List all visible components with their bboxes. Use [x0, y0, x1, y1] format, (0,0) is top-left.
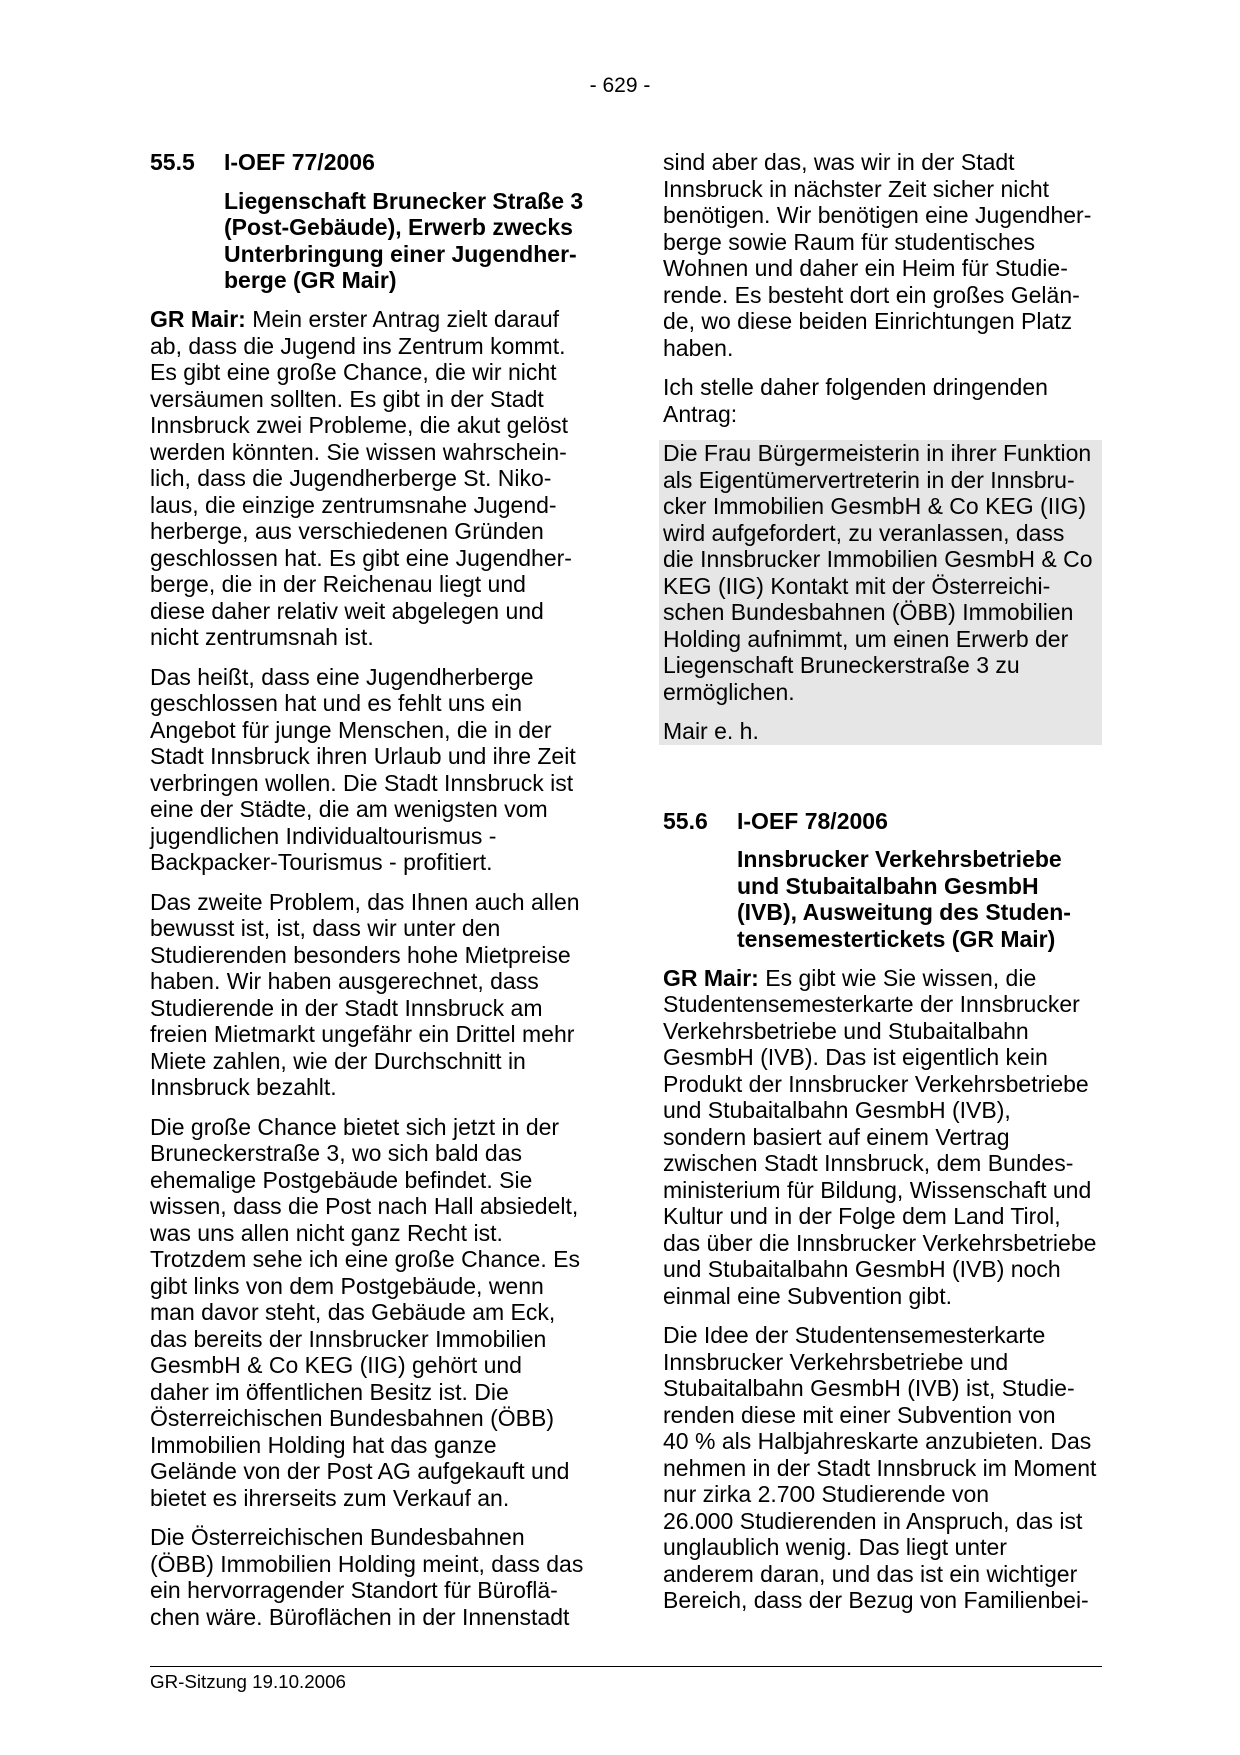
text-line	[663, 965, 1102, 992]
text-line: geschlossen hat und es fehlt uns ein	[150, 690, 523, 716]
text-line: wird aufgefordert, zu veranlassen, dass	[663, 519, 1065, 546]
paragraph	[663, 149, 1102, 361]
text-line: bietet es ihrerseits zum Verkauf an.	[150, 1484, 510, 1511]
text-line: nehmen in der Stadt Innsbruck im Moment	[663, 1454, 1097, 1481]
text-line: sondern basiert auf einem Vertrag	[663, 1123, 1010, 1150]
text-line: Gelände von der Post AG aufgekauft und	[150, 1458, 570, 1484]
text-line: Studentensemesterkarte der Innsbrucker	[663, 991, 1080, 1017]
section-title	[737, 846, 1102, 952]
paragraph	[150, 1524, 596, 1630]
text-line: Angebot für junge Menschen, die in der	[150, 716, 552, 743]
text-line: herberge, aus verschiedenen Gründen	[150, 518, 544, 544]
section-code: I-OEF 77/2006	[224, 149, 375, 175]
text-line: Kultur und in der Folge dem Land Tirol,	[663, 1203, 1061, 1229]
footer-rule	[150, 1666, 1102, 1667]
text-line: das über die Innsbrucker Verkehrsbetriebe	[663, 1229, 1097, 1256]
text-line: Holding aufnimmt, um einen Erwerb der	[663, 625, 1069, 652]
page-number: - 629 -	[589, 74, 651, 97]
text-line: lich, dass die Jugendherberge St. Niko-	[150, 465, 552, 491]
text-line: sind aber das, was wir in der Stadt	[663, 149, 1015, 175]
text-line: ermöglichen.	[663, 678, 795, 705]
section-heading	[150, 149, 596, 176]
line-text: Mein erster Antrag zielt darauf	[252, 306, 560, 332]
text-line: renden diese mit einer Subvention von	[663, 1401, 1056, 1428]
paragraph	[663, 1322, 1102, 1614]
text-line: und Stubaitalbahn GesmbH (IVB) noch	[663, 1256, 1061, 1282]
text-line: Trotzdem sehe ich eine große Chance. Es	[150, 1246, 580, 1272]
motion-text	[663, 440, 1102, 705]
text-line: Das heißt, dass eine Jugendherberge	[150, 663, 534, 690]
paragraph	[150, 1114, 596, 1512]
text-line: Die Frau Bürgermeisterin in ihrer Funktion	[663, 440, 1092, 466]
text-line: daher im öffentlichen Besitz ist. Die	[150, 1378, 509, 1405]
text-line: und Stubaitalbahn GesmbH (IVB),	[663, 1097, 1011, 1123]
title-line: und Stubaitalbahn GesmbH	[737, 872, 1039, 899]
text-line: Liegenschaft Bruneckerstraße 3 zu	[663, 652, 1020, 678]
text-line: Studierende in der Stadt Innsbruck am	[150, 994, 543, 1021]
text-line: (ÖBB) Immobilien Holding meint, dass das	[150, 1550, 584, 1577]
text-line	[150, 306, 596, 333]
text-line: nur zirka 2.700 Studierende von	[663, 1481, 990, 1507]
text-line: werden könnten. Sie wissen wahrschein-	[150, 438, 567, 465]
text-line: Bereich, dass der Bezug von Familienbei-	[663, 1587, 1089, 1613]
right-column	[663, 149, 1102, 1627]
text-line: benötigen. Wir benötigen eine Jugendher-	[663, 202, 1092, 228]
title-line: Unterbringung einer Jugendher-	[224, 240, 577, 267]
text-line: ab, dass die Jugend ins Zentrum kommt.	[150, 332, 566, 359]
text-line: eine der Städte, die am wenigsten vom	[150, 796, 548, 822]
text-line: de, wo diese beiden Einrichtungen Platz	[663, 308, 1073, 334]
text-line: Innsbruck bezahlt.	[150, 1074, 337, 1100]
text-line: KEG (IIG) Kontakt mit der Österreichi-	[663, 572, 1051, 599]
text-line: Backpacker-Tourismus - profitiert.	[150, 849, 493, 875]
text-line: berge, die in der Reichenau liegt und	[150, 571, 526, 597]
section-number: 55.6	[663, 807, 708, 834]
left-column	[150, 149, 596, 1643]
paragraph	[663, 374, 1102, 427]
text-line: man davor steht, das Gebäude am Eck,	[150, 1299, 556, 1325]
text-line: bewusst ist, ist, dass wir unter den	[150, 915, 501, 941]
title-line: berge (GR Mair)	[224, 267, 397, 293]
text-line: ein hervorragender Standort für Büroflä-	[150, 1577, 558, 1603]
text-line: laus, die einzige zentrumsnahe Jugend-	[150, 491, 557, 518]
title-line: Liegenschaft Brunecker Straße 3	[224, 187, 584, 214]
text-line: ministerium für Bildung, Wissenschaft und	[663, 1176, 1092, 1203]
text-line: schen Bundesbahnen (ÖBB) Immobilien	[663, 599, 1074, 625]
text-line: anderem daran, und das ist ein wichtiger	[663, 1560, 1078, 1587]
text-line: Stubaitalbahn GesmbH (IVB) ist, Studie-	[663, 1375, 1075, 1401]
text-line: einmal eine Subvention gibt.	[663, 1282, 952, 1309]
text-line: was uns allen nicht ganz Recht ist.	[150, 1219, 503, 1246]
section-number: 55.5	[150, 149, 195, 175]
text-line: chen wäre. Büroflächen in der Innenstadt	[150, 1603, 570, 1630]
text-line: Das zweite Problem, das Ihnen auch allen	[150, 888, 580, 915]
title-line: Innsbrucker Verkehrsbetriebe	[737, 846, 1062, 872]
text-line: Antrag:	[663, 400, 738, 427]
footer-session: GR-Sitzung 19.10.2006	[150, 1671, 346, 1692]
text-line: Studierenden besonders hohe Mietpreise	[150, 941, 571, 968]
paragraph	[663, 965, 1102, 1310]
paragraph	[150, 306, 596, 651]
text-line: ehemalige Postgebäude befindet. Sie	[150, 1166, 533, 1193]
text-line: 26.000 Studierenden in Anspruch, das ist	[663, 1507, 1083, 1534]
text-line: verbringen wollen. Die Stadt Innsbruck ist	[150, 769, 574, 796]
title-line: (Post-Gebäude), Erwerb zwecks	[224, 214, 573, 240]
section-title	[224, 188, 596, 294]
text-line: versäumen sollten. Es gibt in der Stadt	[150, 385, 544, 412]
paragraph	[150, 889, 596, 1101]
text-line: wissen, dass die Post nach Hall absiedelt,	[150, 1193, 579, 1219]
text-line: Wohnen und daher ein Heim für Studie-	[663, 255, 1068, 281]
text-line: als Eigentümervertreterin in der Innsbru-	[663, 466, 1075, 493]
text-line: Verkehrsbetriebe und Stubaitalbahn	[663, 1017, 1029, 1044]
text-line: cker Immobilien GesmbH & Co KEG (IIG)	[663, 493, 1087, 519]
text-line: Miete zahlen, wie der Durchschnitt in	[150, 1047, 526, 1074]
title-line: (IVB), Ausweitung des Studen-	[737, 899, 1071, 925]
text-line: unglaublich wenig. Das liegt unter	[663, 1534, 1007, 1560]
text-line: Bruneckerstraße 3, wo sich bald das	[150, 1140, 523, 1166]
text-line: diese daher relativ weit abgelegen und	[150, 597, 544, 624]
text-line: rende. Es besteht dort ein großes Gelän-	[663, 281, 1080, 308]
text-line: Produkt der Innsbrucker Verkehrsbetriebe	[663, 1070, 1089, 1097]
text-line: das bereits der Innsbrucker Immobilien	[150, 1325, 547, 1352]
text-line: gibt links von dem Postgebäude, wenn	[150, 1272, 544, 1299]
text-line: Die Österreichischen Bundesbahnen	[150, 1524, 525, 1550]
motion-box	[659, 440, 1102, 745]
text-line: Ich stelle daher folgenden dringenden	[663, 374, 1048, 400]
text-line: jugendlichen Individualtourismus -	[150, 822, 497, 849]
motion-signature: Mair e. h.	[663, 718, 759, 744]
speaker-name: GR Mair:	[150, 306, 246, 332]
text-line: berge sowie Raum für studentisches	[663, 228, 1036, 255]
text-line: GesmbH & Co KEG (IIG) gehört und	[150, 1352, 522, 1378]
text-line: freien Mietmarkt ungefähr ein Drittel mehr	[150, 1021, 575, 1047]
text-line: Es gibt eine große Chance, die wir nicht	[150, 359, 557, 385]
text-line: Immobilien Holding hat das ganze	[150, 1431, 497, 1458]
text-line: zwischen Stadt Innsbruck, dem Bundes-	[663, 1150, 1074, 1176]
text-line: Innsbruck zwei Probleme, die akut gelöst	[150, 412, 569, 438]
paragraph	[150, 664, 596, 876]
text-line: Innsbrucker Verkehrsbetriebe und	[663, 1348, 1009, 1375]
text-line: Österreichischen Bundesbahnen (ÖBB)	[150, 1405, 554, 1431]
line-text: Es gibt wie Sie wissen, die	[765, 964, 1037, 991]
section-code: I-OEF 78/2006	[737, 807, 888, 834]
section-heading	[663, 808, 1102, 835]
text-line: die Innsbrucker Immobilien GesmbH & Co	[663, 546, 1093, 572]
text-line: haben.	[663, 334, 734, 361]
text-line: haben. Wir haben ausgerechnet, dass	[150, 968, 539, 994]
text-line: Stadt Innsbruck ihren Urlaub und ihre Zeit	[150, 743, 576, 769]
text-line: Innsbruck in nächster Zeit sicher nicht	[663, 175, 1050, 202]
speaker-name: GR Mair:	[663, 964, 759, 991]
text-line: nicht zentrumsnah ist.	[150, 624, 374, 650]
title-line: tensemestertickets (GR Mair)	[737, 925, 1056, 952]
text-line: 40 % als Halbjahreskarte anzubieten. Das	[663, 1428, 1092, 1454]
text-line: GesmbH (IVB). Das ist eigentlich kein	[663, 1044, 1048, 1070]
text-line: geschlossen hat. Es gibt eine Jugendher-	[150, 544, 572, 571]
text-line: Die große Chance bietet sich jetzt in der	[150, 1113, 560, 1140]
text-line: Die Idee der Studentensemesterkarte	[663, 1322, 1046, 1348]
